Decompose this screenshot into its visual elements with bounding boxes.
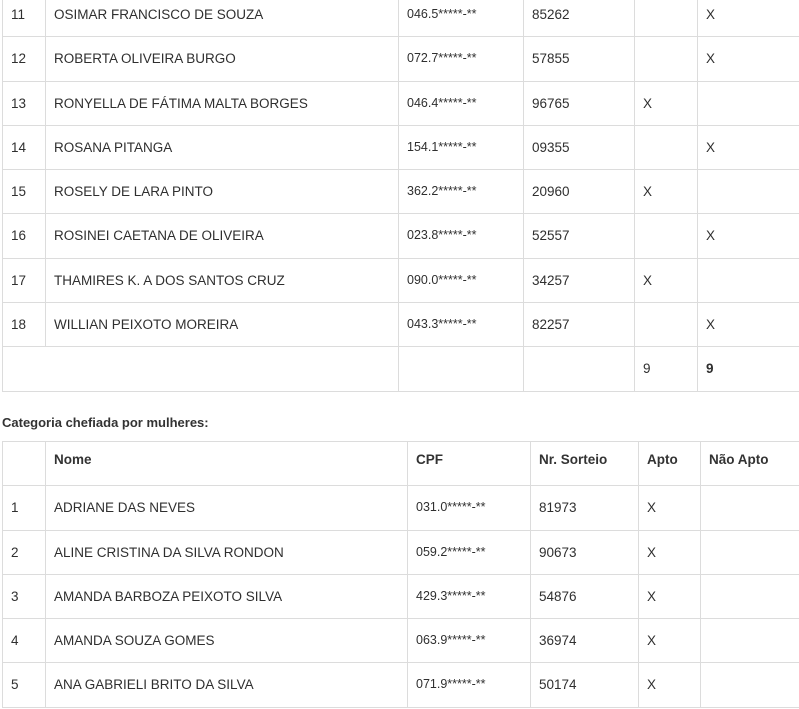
apto-mark <box>635 125 698 169</box>
row-number: 13 <box>3 81 46 125</box>
table-row <box>3 170 799 214</box>
nao-apto-mark: X <box>698 0 799 37</box>
table-row <box>3 214 799 258</box>
nao-apto-mark <box>701 619 799 663</box>
apto-mark <box>635 303 698 347</box>
results-table-general <box>2 0 799 392</box>
apto-mark: X <box>639 574 701 618</box>
category-title: Categoria chefiada por mulheres: <box>2 415 209 430</box>
nao-apto-mark <box>698 258 799 302</box>
totals-empty-cell <box>3 347 399 391</box>
draw-number: 81973 <box>531 486 639 530</box>
total-apto: 9 <box>635 347 698 391</box>
draw-number: 09355 <box>524 125 635 169</box>
candidate-cpf: 059.2*****-** <box>408 530 531 574</box>
header-nao-apto: Não Apto <box>701 442 799 486</box>
row-number: 11 <box>3 0 46 37</box>
nao-apto-mark <box>701 530 799 574</box>
row-number: 1 <box>3 486 46 530</box>
table-row <box>3 530 799 574</box>
candidate-name: WILLIAN PEIXOTO MOREIRA <box>46 303 399 347</box>
candidate-name: AMANDA SOUZA GOMES <box>46 619 408 663</box>
draw-number: 90673 <box>531 530 639 574</box>
draw-number: 34257 <box>524 258 635 302</box>
header-apto: Apto <box>639 442 701 486</box>
candidate-cpf: 031.0*****-** <box>408 486 531 530</box>
draw-number: 50174 <box>531 663 639 707</box>
totals-empty-cell <box>399 347 524 391</box>
results-table-women-headed <box>2 441 799 708</box>
draw-number: 52557 <box>524 214 635 258</box>
apto-mark: X <box>635 258 698 302</box>
nao-apto-mark: X <box>698 214 799 258</box>
table-row <box>3 486 799 530</box>
total-nao-apto: 9 <box>698 347 799 391</box>
totals-empty-cell <box>524 347 635 391</box>
candidate-name: THAMIRES K. A DOS SANTOS CRUZ <box>46 258 399 302</box>
candidate-name: RONYELLA DE FÁTIMA MALTA BORGES <box>46 81 399 125</box>
apto-mark: X <box>639 663 701 707</box>
draw-number: 57855 <box>524 37 635 81</box>
table-row <box>3 0 799 37</box>
candidate-name: ADRIANE DAS NEVES <box>46 486 408 530</box>
table-header-row <box>3 442 799 486</box>
row-number: 15 <box>3 170 46 214</box>
draw-number: 85262 <box>524 0 635 37</box>
nao-apto-mark: X <box>698 303 799 347</box>
row-number: 18 <box>3 303 46 347</box>
draw-number: 82257 <box>524 303 635 347</box>
candidate-cpf: 046.4*****-** <box>399 81 524 125</box>
table-row <box>3 81 799 125</box>
row-number: 5 <box>3 663 46 707</box>
row-number: 2 <box>3 530 46 574</box>
table-row <box>3 125 799 169</box>
apto-mark: X <box>639 619 701 663</box>
nao-apto-mark <box>698 81 799 125</box>
candidate-name: ALINE CRISTINA DA SILVA RONDON <box>46 530 408 574</box>
candidate-name: AMANDA BARBOZA PEIXOTO SILVA <box>46 574 408 618</box>
draw-number: 36974 <box>531 619 639 663</box>
draw-number: 54876 <box>531 574 639 618</box>
apto-mark: X <box>635 170 698 214</box>
candidate-name: ANA GABRIELI BRITO DA SILVA <box>46 663 408 707</box>
candidate-name: OSIMAR FRANCISCO DE SOUZA <box>46 0 399 37</box>
candidate-cpf: 071.9*****-** <box>408 663 531 707</box>
row-number: 12 <box>3 37 46 81</box>
header-number <box>3 442 46 486</box>
row-number: 4 <box>3 619 46 663</box>
candidate-cpf: 023.8*****-** <box>399 214 524 258</box>
table-row <box>3 37 799 81</box>
nao-apto-mark: X <box>698 125 799 169</box>
candidate-cpf: 063.9*****-** <box>408 619 531 663</box>
table-row <box>3 258 799 302</box>
candidate-cpf: 362.2*****-** <box>399 170 524 214</box>
candidate-name: ROSINEI CAETANA DE OLIVEIRA <box>46 214 399 258</box>
row-number: 3 <box>3 574 46 618</box>
header-sorteio: Nr. Sorteio <box>531 442 639 486</box>
candidate-cpf: 090.0*****-** <box>399 258 524 302</box>
nao-apto-mark <box>701 663 799 707</box>
header-name: Nome <box>46 442 408 486</box>
table-row <box>3 574 799 618</box>
nao-apto-mark <box>701 486 799 530</box>
draw-number: 20960 <box>524 170 635 214</box>
apto-mark <box>635 0 698 37</box>
row-number: 17 <box>3 258 46 302</box>
table-row <box>3 619 799 663</box>
candidate-name: ROBERTA OLIVEIRA BURGO <box>46 37 399 81</box>
candidate-cpf: 043.3*****-** <box>399 303 524 347</box>
nao-apto-mark <box>701 574 799 618</box>
candidate-cpf: 046.5*****-** <box>399 0 524 37</box>
row-number: 14 <box>3 125 46 169</box>
table-row <box>3 303 799 347</box>
candidate-name: ROSELY DE LARA PINTO <box>46 170 399 214</box>
header-cpf: CPF <box>408 442 531 486</box>
candidate-name: ROSANA PITANGA <box>46 125 399 169</box>
apto-mark <box>635 37 698 81</box>
apto-mark: X <box>635 81 698 125</box>
candidate-cpf: 429.3*****-** <box>408 574 531 618</box>
row-number: 16 <box>3 214 46 258</box>
table-row <box>3 663 799 707</box>
draw-number: 96765 <box>524 81 635 125</box>
nao-apto-mark: X <box>698 37 799 81</box>
candidate-cpf: 072.7*****-** <box>399 37 524 81</box>
apto-mark <box>635 214 698 258</box>
nao-apto-mark <box>698 170 799 214</box>
totals-row <box>3 347 799 391</box>
apto-mark: X <box>639 486 701 530</box>
candidate-cpf: 154.1*****-** <box>399 125 524 169</box>
apto-mark: X <box>639 530 701 574</box>
